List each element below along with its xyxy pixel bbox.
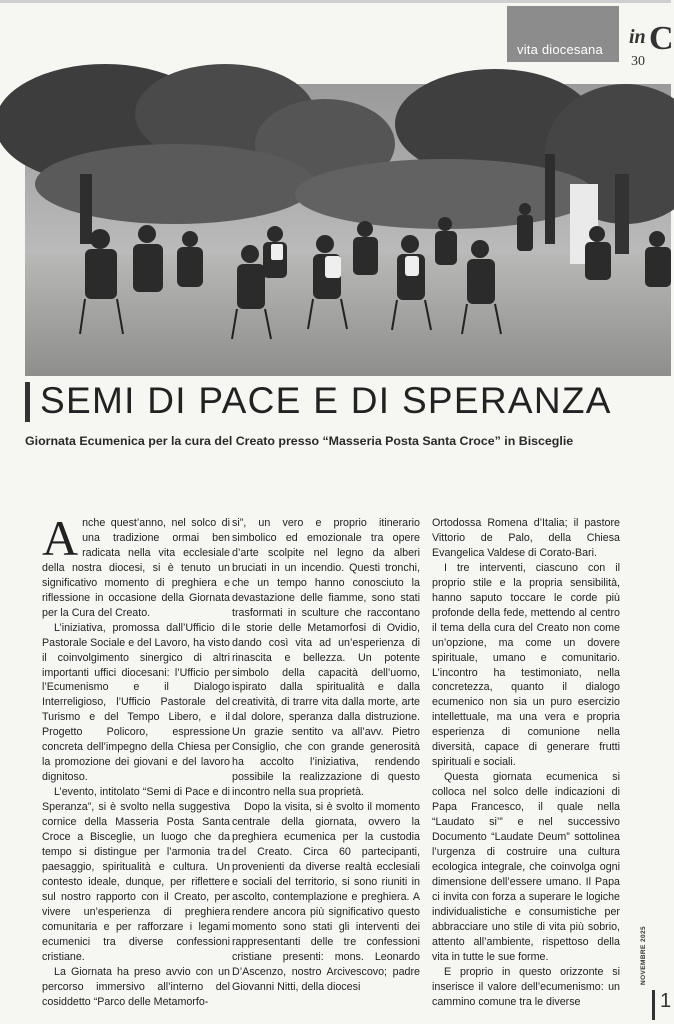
page-bar [652, 990, 655, 1020]
logo-in: in [629, 26, 646, 48]
title-rule [25, 382, 30, 422]
logo-number: 30 [631, 54, 645, 69]
article-column-1 [42, 510, 230, 1016]
article-subtitle: Giornata Ecumenica per la cura del Creato presso “Masseria Posta Santa Croce” in Bisceglie [25, 434, 574, 448]
page-number: 1 [660, 990, 672, 1012]
paragraph: I tre interventi, ciascuno con il proprio stile e la propria sensibilità, hanno saputo toccare le corde più profonde della fede, mettendo al centro il tema della cura del Creato non come un’opzione, ma come un dovere spirituale, umano e comunitario. L’incontro ha testimoniato, nella concretezza, quanto il dialogo ecumenico non sia un puro esercizio intellettuale, ma una vera e propria esperienza di comunione nella diversità, capace di generare frutti spirituali e sociali. [432, 561, 620, 769]
logo-c: C [649, 20, 674, 57]
magazine-logo [627, 20, 674, 74]
event-photo [25, 84, 671, 376]
paragraph: E proprio in questo orizzonte si inserisce il valore dell’ecumenismo: un cammino comune tra le diverse [432, 965, 620, 1008]
paragraph: L’evento, intitolato “Semi di Pace e di Speranza”, si è svolto nella suggestiva cornice della Masseria Posta Santa Croce a Bisceglie, un luogo che da tempo si distingue per l’armonia tra paesaggio, spiritualità e cultura. Un contesto ideale, dunque, per riflettere sul nostro rapporto con il Creato, per vivere un’esperienza di preghiera comunitaria e per rafforzare i legami ecumenici tra diverse confessioni cristiane. [42, 786, 230, 963]
top-rule [0, 0, 671, 3]
paragraph [42, 510, 230, 621]
issue-date: NOVEMBRE 2025 [640, 925, 647, 985]
dropcap: A [42, 510, 79, 566]
article-column-2 [232, 516, 420, 1016]
paragraph: Dopo la visita, si è svolto il momento centrale della giornata, ovvero la preghiera ecumenica per la custodia del Creato. Circa 60 partecipanti, provenienti da diverse realtà ecclesiali e sociali del territorio, si sono riuniti in ascolto, contemplazione e preghiera. A rendere ancora più significativo questo momento sono stati gli interventi dei rappresentanti delle tre confessioni cristiane presenti: mons. Leonardo D’Ascenzo, nostro Arcivescovo; padre Giovanni Nitti, della diocesi [232, 801, 420, 993]
paragraph: La Giornata ha preso avvio con un percorso immersivo all’interno del cosiddetto “Parco delle Metamorfo- [42, 965, 230, 1008]
section-tag [507, 6, 619, 62]
paragraph-text: nche quest’anno, nel solco di una tradizione ormai ben radicata nella vita ecclesiale della nostra diocesi, si è tenuto un significativo momento di preghiera e riflessione in occasione della Giornata per la Cura del Creato. [42, 517, 230, 619]
paragraph: Questa giornata ecumenica si colloca nel solco delle indicazioni di Papa Francesco, il quale nella “Laudato si’” e nel successivo Documento “Laudate Deum” sottolinea l’urgenza di costruire una cultura ecologica integrale, che coinvolga ogni dimensione dell’essere umano. Il Papa ci invita con forza a superare le logiche individualistiche e consumistiche per abbracciare uno stile di vita più sobrio, attento all’ambiente, rispettoso della vita in tutte le sue forme. [432, 771, 620, 963]
photo-illustration [25, 84, 671, 376]
article-title: SEMI DI PACE E DI SPERANZA [40, 380, 612, 421]
article-column-3 [432, 516, 620, 1016]
paragraph: Ortodossa Romena d’Italia; il pastore Vittorio de Palo, della Chiesa Evangelica Valdese di Corato-Bari. [432, 517, 620, 559]
section-label: vita diocesana [517, 42, 603, 57]
paragraph: si”, un vero e proprio itinerario simbolico ed emozionale tra opere d’arte scolpite nel legno da alberi bruciati in un incendio. Questi tronchi, che un tempo hanno conosciuto la devastazione delle fiamme, sono stati trasformati in sculture che raccontano le storie delle Metamorfosi di Ovidio, dando così vita ad un’esperienza di rinascita e bellezza. Un potente simbolo della capacità dell’uomo, ispirato dalla spiritualità e dalla creatività, di trarre vita dalla morte, arte dal dolore, speranza dalla distruzione. Un grazie sentito va all’avv. Pietro Consiglio, che con grande generosità ha accolto l’iniziativa, rendendo possibile la realizzazione di questo incontro nella sua proprietà. [232, 517, 420, 799]
paragraph: L’iniziativa, promossa dall’Ufficio di Pastorale Sociale e del Lavoro, ha visto il coinvolgimento sinergico di altri importanti uffici diocesani: l’Ufficio per l’Ecumenismo e il Dialogo Interreligioso, l’Ufficio Pastorale del Turismo e del Tempo Libero, e il Progetto Policoro, espressione concreta dell’impegno della Chiesa per la promozione dei giovani e del lavoro dignitoso. [42, 621, 230, 784]
